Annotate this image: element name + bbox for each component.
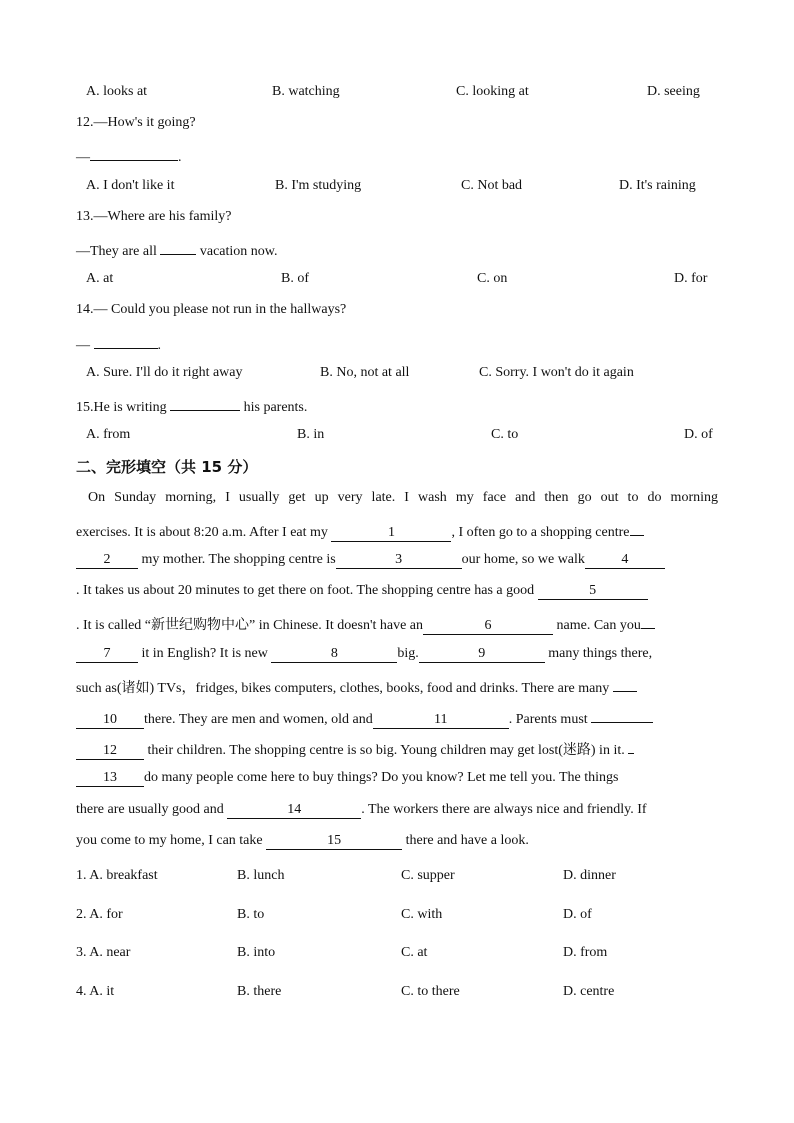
q12-blank[interactable] xyxy=(90,144,178,161)
passage-text: name. Can you xyxy=(556,618,641,633)
q12-option-b: B. I'm studying xyxy=(275,178,362,193)
option-d: D. of xyxy=(563,907,592,922)
q12-option-c: C. Not bad xyxy=(461,178,523,193)
cloze-blank-12-start[interactable] xyxy=(591,706,653,723)
q12-answer-line xyxy=(76,144,182,168)
q15-blank[interactable] xyxy=(170,394,240,411)
q11-option-c: C. looking at xyxy=(456,84,529,99)
q15-option-b: B. in xyxy=(297,427,325,442)
option-b: B. lunch xyxy=(237,868,285,883)
passage-text: many things there, xyxy=(548,646,653,661)
passage-text: there are usually good and xyxy=(76,802,224,817)
passage-text: our home, so we walk xyxy=(461,552,585,567)
q13-answer-a: —They are all xyxy=(76,244,157,259)
q15-stem-a: 15.He is writing xyxy=(76,400,167,415)
q15-option-a: A. from xyxy=(86,427,131,442)
option-b: B. into xyxy=(237,945,276,960)
cloze-blank-15[interactable]: 15 xyxy=(266,833,402,850)
passage-text: , I often go to a shopping centre xyxy=(451,525,630,540)
passage-line-4 xyxy=(76,581,718,601)
q14-stem: 14.— Could you please not run in the hallways? xyxy=(76,302,347,317)
passage-text: . The workers there are always nice and friendly. If xyxy=(361,802,647,817)
q15-stem-b: his parents. xyxy=(243,400,308,415)
cloze-blank-8[interactable]: 8 xyxy=(271,646,397,663)
q13-answer-b: vacation now. xyxy=(199,244,278,259)
q15-option-d: D. of xyxy=(684,427,713,442)
option-a: 2. A. for xyxy=(76,907,123,922)
passage-line-3 xyxy=(76,550,718,570)
q12-option-a: A. I don't like it xyxy=(86,178,175,193)
passage-line-11 xyxy=(76,800,718,820)
cloze-blank-2[interactable]: 2 xyxy=(76,552,138,569)
passage-line-12 xyxy=(76,831,718,851)
cloze-blank-5[interactable]: 5 xyxy=(538,583,648,600)
q11-option-a: A. looks at xyxy=(86,84,148,99)
q14-blank[interactable] xyxy=(94,332,158,349)
option-d: D. from xyxy=(563,945,608,960)
q13-answer-line xyxy=(76,238,277,262)
q14-option-b: B. No, not at all xyxy=(320,365,410,380)
section-heading-cloze: 二、完形填空（共 15 分） xyxy=(76,458,258,476)
passage-line-5 xyxy=(76,612,718,636)
q12-option-d: D. It's raining xyxy=(619,178,696,193)
passage-line-7 xyxy=(76,675,718,699)
cloze-blank-7-start[interactable] xyxy=(641,612,655,629)
option-d: D. dinner xyxy=(563,868,616,883)
cloze-blank-13-start[interactable] xyxy=(628,737,634,754)
passage-text: big. xyxy=(397,646,419,661)
passage-text: . It takes us about 20 minutes to get there on foot. The shopping centre has a good xyxy=(76,583,535,598)
q12-answer-prefix: — xyxy=(76,150,90,165)
option-a: 1. A. breakfast xyxy=(76,868,158,883)
cloze-blank-14[interactable]: 14 xyxy=(227,802,361,819)
passage-line-8 xyxy=(76,706,718,730)
q14-answer-prefix: — xyxy=(76,338,90,353)
q11-option-b: B. watching xyxy=(272,84,340,99)
passage-text: their children. The shopping centre is so big. Young children may get lost(迷路) in it. xyxy=(147,743,625,758)
cloze-blank-7[interactable]: 7 xyxy=(76,646,138,663)
option-c: C. with xyxy=(401,907,443,922)
q13-option-c: C. on xyxy=(477,271,508,286)
cloze-blank-3[interactable]: 3 xyxy=(336,552,462,569)
q13-option-d: D. for xyxy=(674,271,708,286)
cloze-blank-10[interactable]: 10 xyxy=(76,712,144,729)
q12-answer-suffix: . xyxy=(178,150,182,165)
passage-line-10 xyxy=(76,768,718,788)
q13-option-b: B. of xyxy=(281,271,309,286)
option-b: B. there xyxy=(237,984,282,999)
q12-stem: 12.—How's it going? xyxy=(76,115,196,130)
passage-line-6 xyxy=(76,644,718,664)
q13-stem: 13.—Where are his family? xyxy=(76,209,232,224)
passage-text: you come to my home, I can take xyxy=(76,833,263,848)
cloze-blank-10-start[interactable] xyxy=(613,675,637,692)
q14-option-a: A. Sure. I'll do it right away xyxy=(86,365,243,380)
passage-text: there and have a look. xyxy=(405,833,529,848)
cloze-blank-9[interactable]: 9 xyxy=(419,646,545,663)
passage-line-9 xyxy=(76,737,718,761)
cloze-blank-6[interactable]: 6 xyxy=(423,618,553,635)
option-d: D. centre xyxy=(563,984,615,999)
passage-text: my mother. The shopping centre is xyxy=(141,552,336,567)
cloze-blank-4[interactable]: 4 xyxy=(585,552,665,569)
option-c: C. at xyxy=(401,945,428,960)
passage-text: . It is called “新世纪购物中心” in Chinese. It doesn't have an xyxy=(76,618,423,633)
passage-line-1: On Sunday morning, I usually get up very late. I wash my face and then go out to do morning xyxy=(88,490,718,505)
option-b: B. to xyxy=(237,907,265,922)
q15-option-c: C. to xyxy=(491,427,519,442)
option-c: C. to there xyxy=(401,984,460,999)
q11-option-d: D. seeing xyxy=(647,84,700,99)
cloze-blank-2-start[interactable] xyxy=(630,519,644,536)
cloze-blank-11[interactable]: 11 xyxy=(373,712,509,729)
passage-line-2 xyxy=(76,519,718,543)
cloze-blank-1[interactable]: 1 xyxy=(331,525,451,542)
passage-text: exercises. It is about 8:20 a.m. After I eat my xyxy=(76,525,328,540)
cloze-blank-13[interactable]: 13 xyxy=(76,770,144,787)
option-a: 3. A. near xyxy=(76,945,131,960)
passage-text: . Parents must xyxy=(508,712,588,727)
passage-text: it in English? It is new xyxy=(141,646,268,661)
q14-answer-line xyxy=(76,332,161,356)
q14-answer-suffix: . xyxy=(157,338,161,353)
q15-stem xyxy=(76,394,307,418)
q13-option-a: A. at xyxy=(86,271,114,286)
cloze-blank-12[interactable]: 12 xyxy=(76,743,144,760)
passage-text: do many people come here to buy things? Do you know? Let me tell you. The things xyxy=(144,770,619,785)
option-c: C. supper xyxy=(401,868,455,883)
q14-option-c: C. Sorry. I won't do it again xyxy=(479,365,634,380)
option-a: 4. A. it xyxy=(76,984,115,999)
passage-text: there. They are men and women, old and xyxy=(144,712,373,727)
passage-text: such as(诸如) TVs，fridges, bikes computers, clothes, books, food and drinks. There are many xyxy=(76,681,610,696)
q13-blank[interactable] xyxy=(160,238,196,255)
